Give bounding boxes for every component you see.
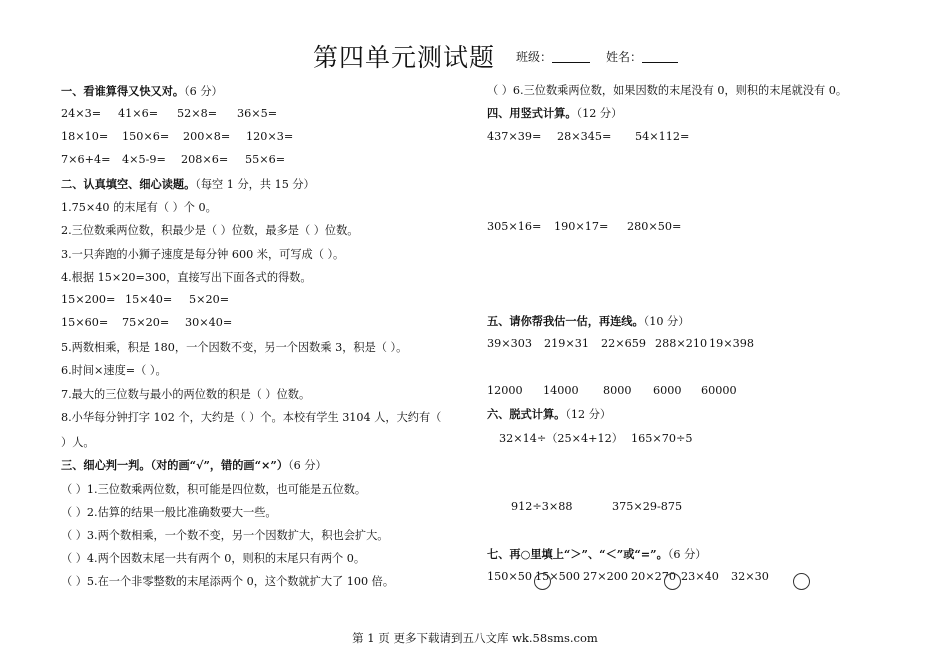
question: 7.最大的三位数与最小的两位数的积是（ ）位数。 bbox=[61, 388, 311, 401]
problem: 15×40= bbox=[125, 293, 173, 306]
problem: 36×5= bbox=[237, 107, 278, 120]
problem: 32×14÷（25×4+12） bbox=[499, 432, 623, 445]
estimate-values bbox=[487, 384, 737, 397]
compare-row bbox=[487, 570, 769, 583]
section-1-title: 一、看谁算得又快又对。（6 分） bbox=[61, 84, 223, 98]
question: 8.小华每分钟打字 102 个，大约是（ ）个。本校有学生 3104 人，大约有（ bbox=[61, 411, 442, 424]
problem: 305×16= bbox=[487, 220, 542, 233]
name-blank[interactable] bbox=[642, 50, 678, 63]
section-4-row bbox=[487, 130, 689, 143]
problem: 165×70÷5 bbox=[631, 432, 693, 445]
expression: 32×30 bbox=[731, 570, 769, 583]
question-continued: ）人。 bbox=[61, 436, 95, 449]
name-label: 姓名： bbox=[606, 50, 643, 64]
question: 2.三位数乘两位数，积最少是（ ）位数，最多是（ ）位数。 bbox=[61, 224, 359, 237]
header bbox=[0, 38, 950, 70]
expression: 23×40 bbox=[681, 570, 719, 583]
problem: 375×29-875 bbox=[612, 500, 683, 513]
value: 14000 bbox=[543, 384, 579, 397]
section-3-title: 三、细心判一判。（对的画“√”，错的画“×”）（6 分） bbox=[61, 458, 327, 472]
problem: 4×5-9= bbox=[122, 153, 166, 166]
expression: 19×398 bbox=[709, 337, 754, 350]
problem: 120×3= bbox=[246, 130, 294, 143]
problem: 200×8= bbox=[183, 130, 231, 143]
section-7-title: 七、再○里填上“＞”、“＜”或“=”。（6 分） bbox=[487, 547, 707, 561]
judgement-item: （ ）5.在一个非零整数的末尾添两个 0，这个数就扩大了 100 倍。 bbox=[61, 575, 395, 588]
problem: 18×10= bbox=[61, 130, 109, 143]
problem: 54×112= bbox=[635, 130, 690, 143]
question: 4.根据 15×20=300，直接写出下面各式的得数。 bbox=[61, 271, 312, 284]
problem: 912÷3×88 bbox=[511, 500, 573, 513]
section-5-title: 五、请你帮我估一估，再连线。（10 分） bbox=[487, 314, 690, 328]
compare-circle[interactable] bbox=[664, 573, 681, 590]
problem: 41×6= bbox=[118, 107, 159, 120]
expression: 15×500 bbox=[535, 570, 580, 583]
question: 6.时间×速度=（ ）。 bbox=[61, 364, 167, 377]
problem: 15×200= bbox=[61, 293, 116, 306]
problem: 52×8= bbox=[177, 107, 218, 120]
class-label: 班级： bbox=[516, 50, 553, 64]
problem: 150×6= bbox=[122, 130, 170, 143]
expression: 288×210 bbox=[655, 337, 708, 350]
compare-circle[interactable] bbox=[534, 573, 551, 590]
section-6-row bbox=[511, 500, 682, 513]
problem: 15×60= bbox=[61, 316, 109, 329]
section-6-title: 六、脱式计算。（12 分） bbox=[487, 407, 612, 421]
class-blank[interactable] bbox=[552, 50, 590, 63]
value: 60000 bbox=[701, 384, 737, 397]
problem: 24×3= bbox=[61, 107, 102, 120]
section-6-row bbox=[499, 430, 692, 446]
estimate-expressions bbox=[487, 337, 754, 350]
question: 1.75×40 的末尾有（ ）个 0。 bbox=[61, 201, 217, 214]
page-title: 第四单元测试题 bbox=[313, 43, 496, 72]
problem: 30×40= bbox=[185, 316, 233, 329]
problem: 208×6= bbox=[181, 153, 229, 166]
judgement-item: （ ）3.两个数相乘，一个数不变，另一个因数扩大，积也会扩大。 bbox=[61, 529, 389, 542]
section-2-title: 二、认真填空、细心读题。（每空 1 分，共 15 分） bbox=[61, 177, 315, 191]
value: 6000 bbox=[653, 384, 682, 397]
problem: 7×6+4= bbox=[61, 153, 111, 166]
problem: 280×50= bbox=[627, 220, 682, 233]
value: 12000 bbox=[487, 384, 523, 397]
judgement-item: （ ）4.两个因数末尾一共有两个 0，则积的末尾只有两个 0。 bbox=[61, 552, 366, 565]
section-2-row bbox=[61, 293, 229, 306]
section-1-row bbox=[61, 130, 293, 143]
expression: 39×303 bbox=[487, 337, 532, 350]
expression: 219×31 bbox=[544, 337, 589, 350]
problem: 190×17= bbox=[554, 220, 609, 233]
question: 3.一只奔跑的小狮子速度是每分钟 600 米，可写成（ ）。 bbox=[61, 248, 345, 261]
expression: 20×270 bbox=[631, 570, 676, 583]
problem: 75×20= bbox=[122, 316, 170, 329]
section-2-row bbox=[61, 316, 232, 329]
section-1-row bbox=[61, 153, 285, 166]
judgement-item: （ ）2.估算的结果一般比准确数要大一些。 bbox=[61, 506, 277, 519]
student-fields bbox=[516, 48, 678, 65]
problem: 437×39= bbox=[487, 130, 542, 143]
problem: 55×6= bbox=[245, 153, 286, 166]
judgement-item: （ ）6.三位数乘两位数，如果因数的末尾没有 0，则积的末尾就没有 0。 bbox=[487, 84, 848, 97]
problem: 28×345= bbox=[557, 130, 612, 143]
question: 5.两数相乘，积是 180，一个因数不变，另一个因数乘 3，积是（ ）。 bbox=[61, 341, 408, 354]
expression: 22×659 bbox=[601, 337, 646, 350]
problem: 5×20= bbox=[189, 293, 230, 306]
compare-circle[interactable] bbox=[793, 573, 810, 590]
value: 8000 bbox=[603, 384, 632, 397]
expression: 150×50 bbox=[487, 570, 532, 583]
section-4-row bbox=[487, 220, 681, 233]
judgement-item: （ ）1.三位数乘两位数，积可能是四位数，也可能是五位数。 bbox=[61, 483, 367, 496]
expression: 27×200 bbox=[583, 570, 628, 583]
page-footer: 第 1 页 更多下载请到五八文库 wk.58sms.com bbox=[352, 631, 598, 645]
section-4-title: 四、用竖式计算。（12 分） bbox=[487, 106, 623, 120]
section-1-row bbox=[61, 107, 277, 120]
